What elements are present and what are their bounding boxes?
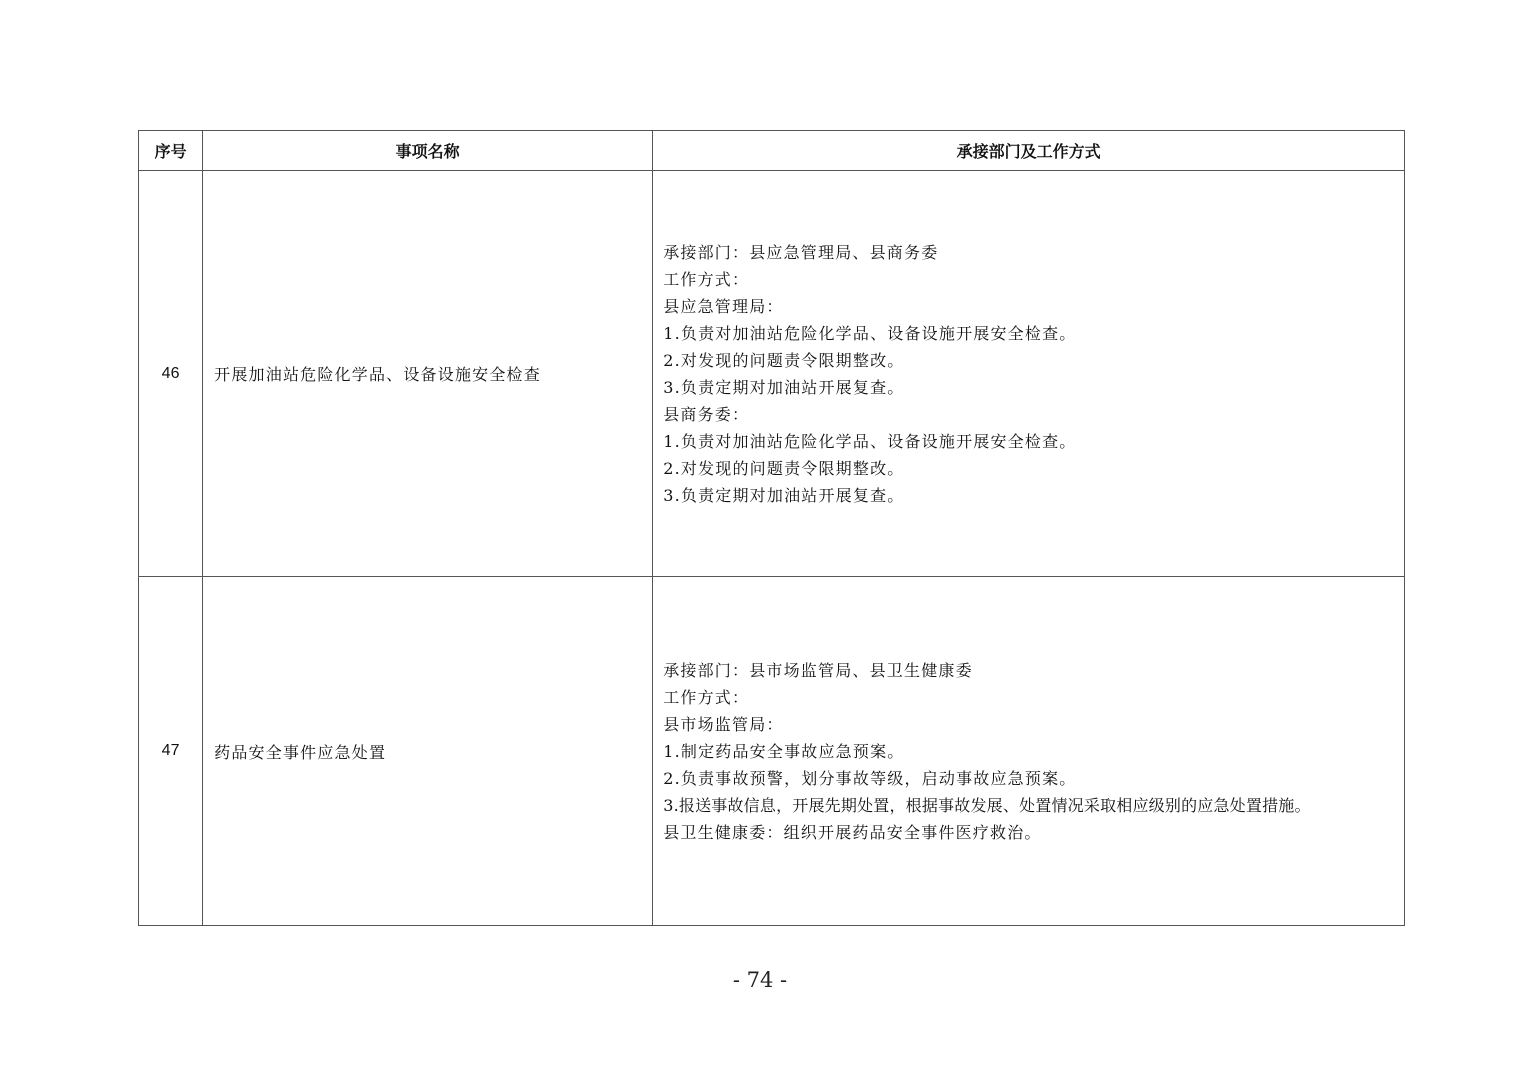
header-department-and-method: 承接部门及工作方式 bbox=[653, 131, 1405, 171]
detail-line: 承接部门：县应急管理局、县商务委 bbox=[663, 242, 939, 262]
detail-line: 县应急管理局： bbox=[663, 296, 784, 316]
detail-line: 县商务委： bbox=[663, 404, 750, 424]
row-item-name: 开展加油站危险化学品、设备设施安全检查 bbox=[203, 171, 653, 577]
row-serial-number: 46 bbox=[139, 171, 203, 577]
row-item-name: 药品安全事件应急处置 bbox=[203, 577, 653, 926]
detail-line: 工作方式： bbox=[663, 269, 750, 289]
detail-line: 3.负责定期对加油站开展复查。 bbox=[663, 377, 905, 397]
page-number: - 74 - bbox=[732, 968, 788, 992]
detail-line: 县卫生健康委：组织开展药品安全事件医疗救治。 bbox=[663, 822, 1042, 842]
detail-line: 工作方式： bbox=[663, 687, 750, 707]
detail-line: 1.制定药品安全事故应急预案。 bbox=[663, 741, 905, 761]
detail-line: 县市场监管局： bbox=[663, 714, 784, 734]
detail-line: 2.负责事故预警，划分事故等级，启动事故应急预案。 bbox=[663, 768, 1077, 788]
detail-line: 1.负责对加油站危险化学品、设备设施开展安全检查。 bbox=[663, 431, 1077, 451]
detail-line: 1.负责对加油站危险化学品、设备设施开展安全检查。 bbox=[663, 323, 1077, 343]
row-department-details bbox=[653, 171, 1405, 577]
table-row bbox=[139, 577, 1405, 926]
detail-line: 3.负责定期对加油站开展复查。 bbox=[663, 485, 905, 505]
detail-line: 承接部门：县市场监管局、县卫生健康委 bbox=[663, 660, 973, 680]
detail-line: 3.报送事故信息，开展先期处置，根据事故发展、处置情况采取相应级别的应急处置措施。 bbox=[663, 795, 1311, 815]
table-row bbox=[139, 171, 1405, 577]
row-department-details bbox=[653, 577, 1405, 926]
detail-line: 2.对发现的问题责令限期整改。 bbox=[663, 350, 905, 370]
header-item-name: 事项名称 bbox=[203, 131, 653, 171]
table-header-row bbox=[139, 131, 1405, 171]
row-serial-number: 47 bbox=[139, 577, 203, 926]
header-serial-number: 序号 bbox=[139, 131, 203, 171]
detail-line: 2.对发现的问题责令限期整改。 bbox=[663, 458, 905, 478]
matters-table bbox=[138, 130, 1405, 926]
